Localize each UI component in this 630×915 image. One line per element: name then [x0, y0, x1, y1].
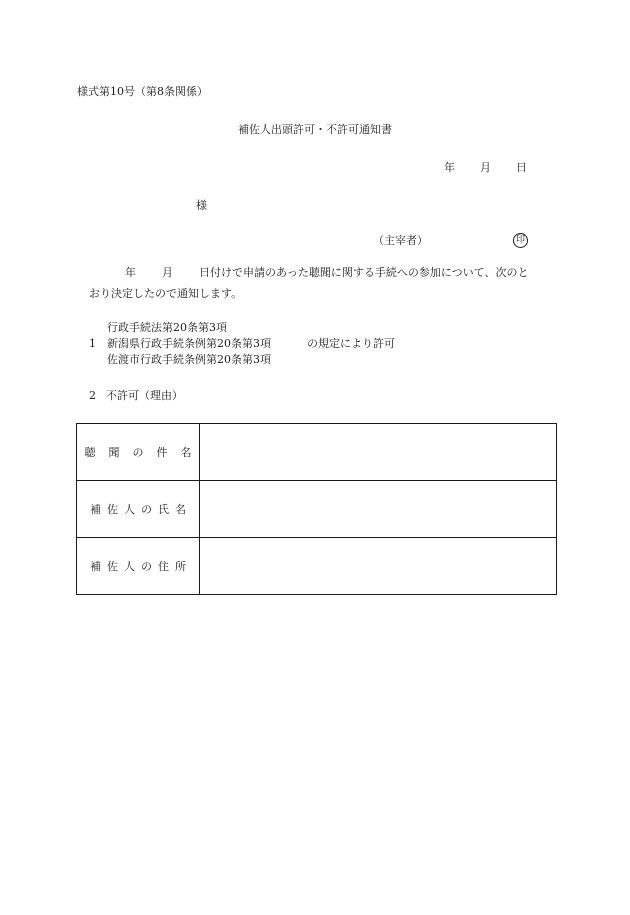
law-option-prefecture: 新潟県行政手続条例第20条第3項 [107, 337, 271, 350]
body-line-1-text: 日付けで申請のあった聴聞に関する手続への参加について、次のと [199, 266, 529, 279]
hearing-subject-value[interactable] [200, 424, 557, 481]
seal-mark: 印 [513, 233, 528, 248]
date-year: 年 [444, 161, 455, 174]
date-line [444, 162, 527, 173]
assistant-address-label: 補佐人の住所 [77, 538, 200, 595]
body-line-1 [125, 267, 528, 278]
item-2-text: 不許可（理由） [106, 389, 183, 402]
date-day: 日 [516, 161, 527, 174]
body-month: 月 [162, 266, 173, 279]
assistant-address-value[interactable] [200, 538, 557, 595]
law-option-national: 行政手続法第20条第3項 [107, 321, 227, 334]
assistant-name-value[interactable] [200, 481, 557, 538]
body-year: 年 [125, 266, 136, 279]
body-line-2: おり決定したので通知します。 [89, 287, 243, 300]
item-2 [89, 390, 183, 401]
permission-provision: の規定により許可 [307, 337, 395, 350]
item-2-number: 2 [89, 389, 96, 402]
organizer-label: （主宰者） [373, 234, 428, 247]
table-row [77, 538, 557, 595]
table-row [77, 424, 557, 481]
item-1-number: 1 [89, 337, 96, 350]
info-table [76, 423, 557, 595]
document-title: 補佐人出頭許可・不許可通知書 [238, 123, 392, 136]
addressee-suffix: 様 [196, 199, 207, 212]
date-month: 月 [480, 161, 491, 174]
assistant-name-label: 補佐人の氏名 [77, 481, 200, 538]
law-option-city: 佐渡市行政手続条例第20条第3項 [107, 353, 271, 366]
hearing-subject-label: 聴聞の件名 [77, 424, 200, 481]
table-row [77, 481, 557, 538]
form-number: 様式第10号（第8条関係） [77, 85, 208, 98]
